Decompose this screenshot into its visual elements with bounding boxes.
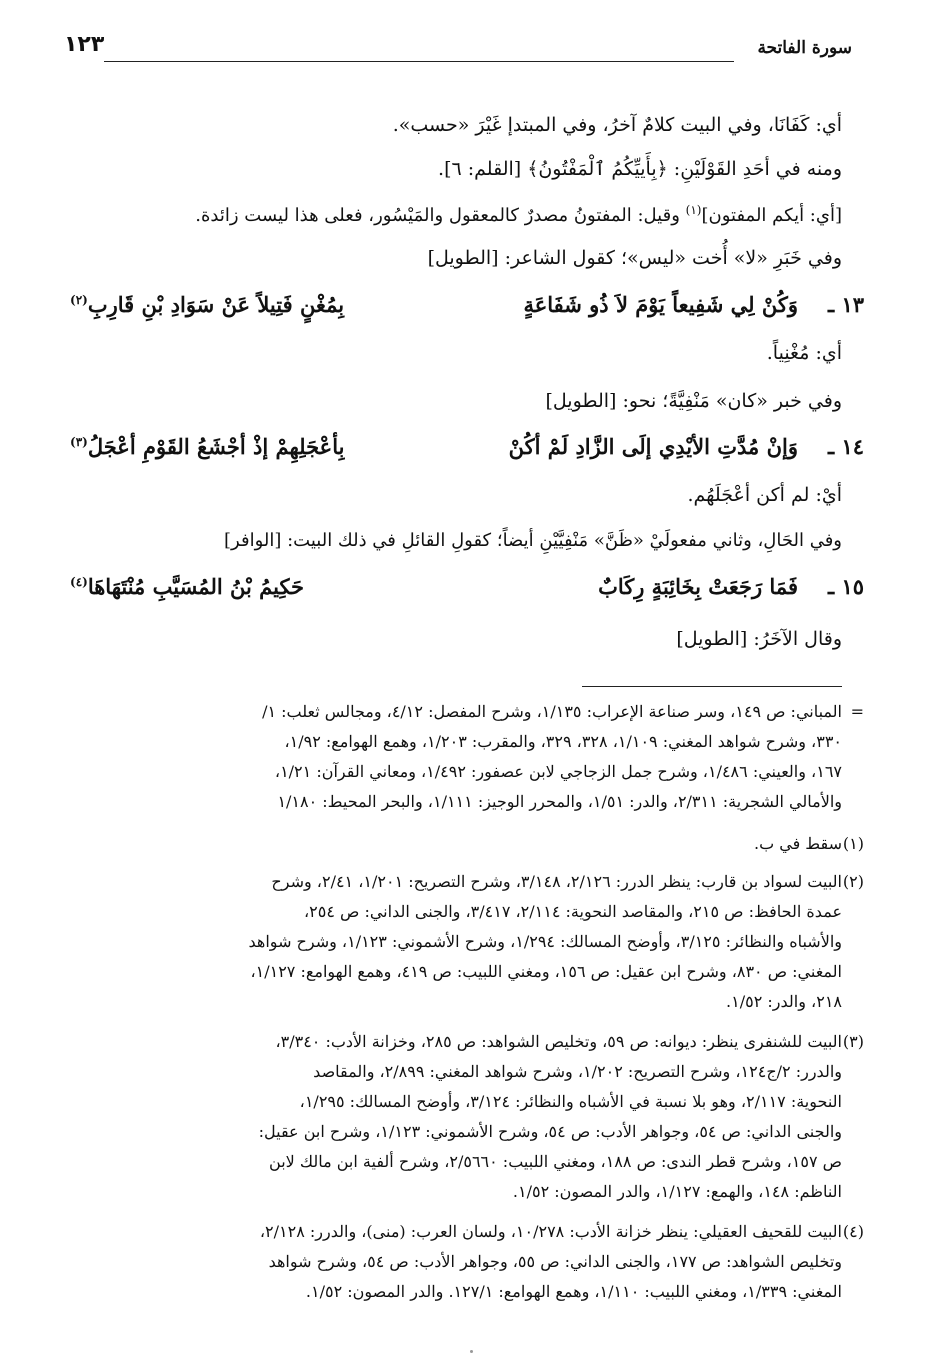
footnote-number: (٤) <box>842 1222 864 1241</box>
footnote-line: البيت لسواد بن قارب: ينظر الدرر: ٢/١٢٦، ٣/١٤٨، وشرح التصريح: ١/٢٠١، ٢/٤١، وشرح <box>271 872 842 891</box>
footnote-separator <box>582 686 842 687</box>
footnote-line: المغني: ص ٨٣٠، وشرح ابن عقيل: ص ١٥٦، ومغني اللبيب: ص ٤١٩، وهمع الهوامع: ١/١٢٧، <box>250 962 842 981</box>
footnote-line: ٢١٨، والدر: ١/٥٢. <box>726 992 842 1011</box>
surah-title: سورة الفاتحة <box>757 38 852 58</box>
verse-number: ١٥ ـ <box>827 574 864 599</box>
verse-first-hemistich: وَكُنْ لِي شَفِيعاً يَوْمَ لاَ ذُو شَفَاعَةٍ <box>523 292 798 317</box>
verse-first-hemistich: وَإنْ مُدَّتِ الأيْدِي إلَى الزَّادِ لَمْ أكُنْ <box>508 434 798 459</box>
footnote-line: والجنى الداني: ص ٥٤، وجواهر الأدب: ص ٥٤، وشرح الأشموني: ١/١٢٣، وشرح ابن عقيل: <box>258 1122 842 1141</box>
footnote-line: المباني: ص ١٤٩، وسر صناعة الإعراب: ١/١٣٥، وشرح المفصل: ٤/١٢، ومجالس ثعلب: ١/ <box>262 702 842 721</box>
body-line: وفي خَبَرِ «لا» أُخت «ليس»؛ كقول الشاعر: [الطويل] <box>427 247 842 269</box>
header-rule <box>104 61 734 62</box>
footnote-continuation-mark: = <box>850 702 864 721</box>
footnote-ref: (٢) <box>70 293 88 307</box>
footnote-ref: (٤) <box>70 575 88 589</box>
body-line: أيْ: لم أكن أعْجَلَهُم. <box>687 484 842 506</box>
footnote-line: الناظم: ١٤٨، والهمع: ١/١٢٧، والدر المصون: ١/٥٢. <box>512 1182 842 1201</box>
hemistich-text: بِأعْجَلِهِمْ إذْ أجْشَعُ القَوْمِ أعْجَلُ <box>87 434 345 459</box>
footnote-number: (٣) <box>842 1032 864 1051</box>
body-line: وفي خبر «كان» مَنْفِيَّةً؛ نحو: [الطويل] <box>545 390 842 412</box>
verse-second-hemistich <box>70 292 344 317</box>
body-line: أي: مُغْنِياً. <box>766 342 842 364</box>
body-line: وفي الحَالِ، وثاني مفعولَيْ «ظَنَّ» مَنْفِيَّيْنِ أيضاً؛ كقولِ القائلِ في ذلك البيت: [الوافر] <box>224 530 842 551</box>
body-line: أي: كَفَانَا، وفي البيت كلامٌ آخرُ، وفي المبتدإ غَيْرَ «حسب». <box>392 114 842 136</box>
verse-number: ١٤ ـ <box>827 434 864 459</box>
hemistich-text: بِمُغْنٍ فَتِيلاً عَنْ سَوَادِ بْنِ قَارِبِ <box>87 292 345 317</box>
hemistich-text: حَكِيمُ بْنُ المُسَيَّبِ مُنْتَهَاهَا <box>87 574 305 599</box>
page-number: ١٢٣ <box>64 32 105 57</box>
footnote-line: البيت للقحيف العقيلي: ينظر خزانة الأدب: ١٠/٢٧٨، ولسان العرب: (منى)، والدرر: ٢/١٢٨، <box>259 1222 842 1241</box>
footnote-line: البيت للشنفرى ينظر: ديوانه: ص ٥٩، وتخليص الشواهد: ص ٢٨٥، وخزانة الأدب: ٣/٣٤٠، <box>275 1032 842 1051</box>
footnote-line: والأمالي الشجرية: ٢/٣١١، والدر: ١/٥١، والمحرر الوجيز: ١/١١١، والبحر المحيط: ١/١٨٠ <box>277 792 842 811</box>
footnote-line: والدرر: ٢/ج١٢٤، وشرح التصريح: ١/٢٠٢، وشرح شواهد المغني: ٢/٨٩٩، والمقاصد <box>313 1062 842 1081</box>
footnote-number: (٢) <box>842 872 864 891</box>
footnote-line: ١٦٧، والعيني: ١/٤٨٦، وشرح جمل الزجاجي لابن عصفور: ١/٤٩٢، ومعاني القرآن: ١/٢١، <box>274 762 842 781</box>
verse-second-hemistich <box>70 574 304 599</box>
verse-13 <box>70 292 864 326</box>
running-header <box>64 28 852 68</box>
footnote-line: عمدة الحافظ: ص ٢١٥، والمقاصد النحوية: ٢/١١٤، ٣/٤١٧، والجنى الداني: ص ٢٥٤، <box>303 902 842 921</box>
verse-15 <box>70 574 864 608</box>
body-line: ومنه في أحَدِ القَوْلَيْنِ: ﴿بِأَييِّكُمُ ٱلْمَفْتُونُ﴾ [القلم: ٦]. <box>438 158 842 180</box>
bracket-text: [أي: أيكم المفتون] <box>701 205 842 226</box>
footnote-line: وتخليص الشواهد: ص ١٧٧، والجنى الداني: ص ٥٥، وجواهر الأدب: ص ٥٤، وشرح شواهد <box>268 1252 842 1271</box>
footnote-line: سقط في ب. <box>754 834 842 853</box>
verse-14 <box>70 434 864 468</box>
footnote-line: النحوية: ٢/١١٧، وهو بلا نسبة في الأشباه والنظائر: ٣/١٢٤، وأوضح المسالك: ١/٢٩٥، <box>299 1092 842 1111</box>
footnote-ref: (١) <box>685 203 702 217</box>
footnote-ref: (٣) <box>70 435 88 449</box>
footnote-line: المغني: ١/٣٣٩، ومغني اللبيب: ١/١١٠، وهمع الهوامع: ١٢٧/١. والدر المصون: ١/٥٢. <box>305 1282 842 1301</box>
footnote-line: ٣٣٠، وشرح شواهد المغني: ١/١٠٩، ٣٢٨، ٣٢٩، والمقرب: ١/٢٠٣، وهمع الهوامع: ١/٩٢، <box>284 732 842 751</box>
body-line <box>195 203 842 226</box>
footnote-line: والأشباه والنظائر: ٣/١٢٥، وأوضح المسالك: ١/٢٩٤، وشرح الأشموني: ١/١٢٣، وشرح شواهد <box>248 932 842 951</box>
footnote-number: (١) <box>842 834 864 853</box>
footnote-line: ص ١٥٧، وشرح قطر الندى: ص ١٨٨، ومغني اللبيب: ٢/٥٦٦٠، وشرح ألفية ابن مالك لابن <box>269 1152 842 1171</box>
verse-number: ١٣ ـ <box>827 292 864 317</box>
verse-second-hemistich <box>70 434 344 459</box>
body-text: وقيل: المفتونُ مصدرٌ كالمعقول والمَيْسُور، فعلى هذا ليست زائدة. <box>195 205 686 226</box>
scan-speck <box>470 1350 473 1353</box>
verse-first-hemistich: فَمَا رَجَعَتْ بِخَائِبَةٍ رِكَابٌ <box>598 574 798 599</box>
body-line: وقال الآخَرُ: [الطويل] <box>676 628 842 650</box>
